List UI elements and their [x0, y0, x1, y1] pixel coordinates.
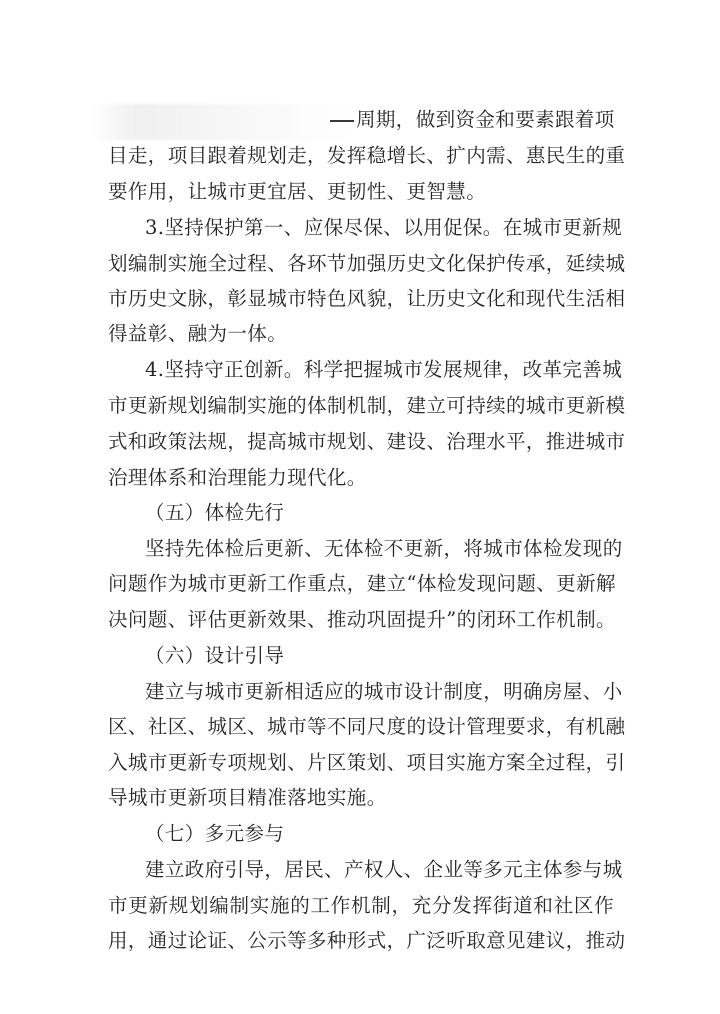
text-line: 周期，做到资金和要素跟着项	[356, 108, 615, 131]
text-line: 得益彰、融为一体。	[108, 322, 288, 345]
text-line: 式和政策法规，提高城市规划、建设、治理水平，推进城市	[108, 430, 626, 453]
text-line: 建立政府引导，居民、产权人、企业等多元主体参与城	[145, 858, 623, 881]
text-line: 市历史文脉，彰显城市特色风貌，让历史文化和现代生活相	[108, 287, 626, 310]
text-line: 决问题、评估更新效果、推动巩固提升”的闭环工作机制。	[108, 608, 616, 631]
em-dash-mark	[330, 120, 354, 122]
section-heading: （五）体检先行	[145, 501, 285, 524]
section-heading: （七）多元参与	[145, 822, 285, 845]
text-line: 导城市更新项目精准落地实施。	[108, 786, 387, 809]
text-line: 4.坚持守正创新。科学把握城市发展规律，改革完善城	[145, 358, 623, 381]
text-line: 入城市更新专项规划、片区策划、项目实施方案全过程，引	[108, 751, 626, 774]
text-line: 要作用，让城市更宜居、更韧性、更智慧。	[108, 180, 487, 203]
text-line: 用，通过论证、公示等多种形式，广泛听取意见建议，推动	[108, 929, 626, 952]
text-line: 建立与城市更新相适应的城市设计制度，明确房屋、小	[145, 680, 623, 703]
faded-text-remnant	[90, 104, 356, 140]
text-line: 目走，项目跟着规划走，发挥稳增长、扩内需、惠民生的重	[108, 144, 626, 167]
text-line: 问题作为城市更新工作重点，建立“体检发现问题、更新解	[108, 572, 616, 595]
text-line: 市更新规划编制实施的体制机制，建立可持续的城市更新模	[108, 394, 626, 417]
text-line: 治理体系和治理能力现代化。	[108, 466, 367, 489]
text-line: 市更新规划编制实施的工作机制，充分发挥街道和社区作	[108, 894, 614, 917]
text-line: 3.坚持保护第一、应保尽保、以用促保。在城市更新规	[145, 216, 623, 239]
text-line: 坚持先体检后更新、无体检不更新，将城市体检发现的	[145, 537, 623, 560]
text-line: 划编制实施全过程、各环节加强历史文化保护传承，延续城	[108, 252, 626, 275]
section-heading: （六）设计引导	[145, 644, 285, 667]
text-line: 区、社区、城区、城市等不同尺度的设计管理要求，有机融	[108, 715, 626, 738]
